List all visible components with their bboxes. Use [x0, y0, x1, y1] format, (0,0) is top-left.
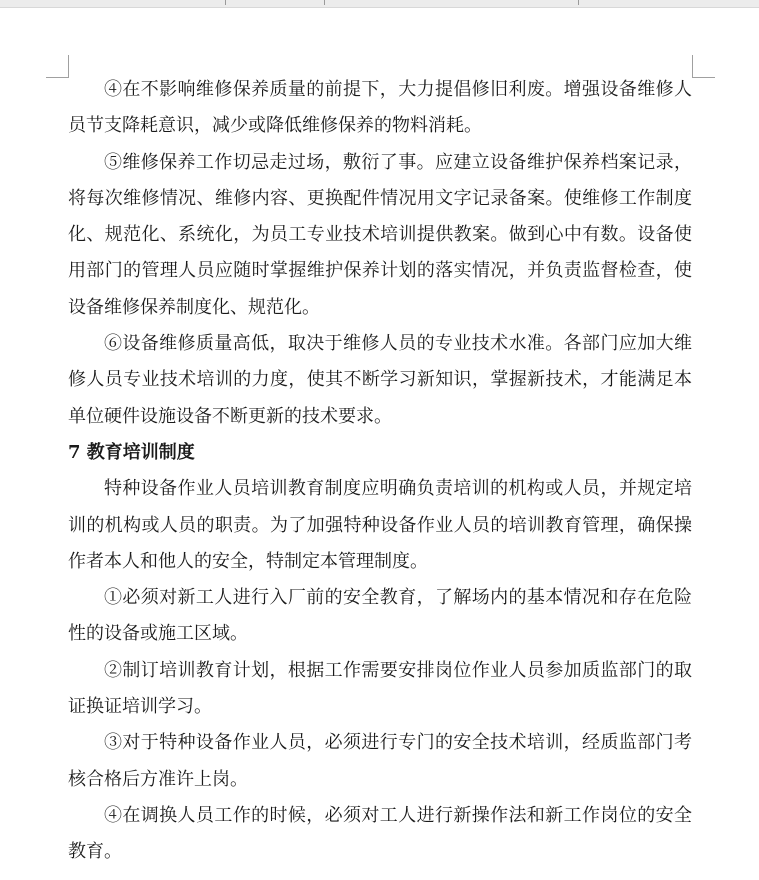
ruler-tick	[324, 0, 325, 5]
paragraph-training-2: ②制订培训教育计划，根据工作需要安排岗位作业人员参加质监部门的取证换证培训学习。	[68, 659, 692, 718]
paragraph-maintenance-6: ⑥设备维修质量高低，取决于维修人员的专业技术水准。各部门应加大维修人员专业技术培训的力度，使其不断学习新知识，掌握新技术，才能满足本单位硬件设施设备不断更新的技术要求。	[68, 333, 692, 427]
paragraph-training-intro: 特种设备作业人员培训教育制度应明确负责培训的机构或人员，并规定培训的机构或人员的职责。为了加强特种设备作业人员的培训教育管理，确保操作者本人和他人的安全，特制定本管理制度。	[68, 478, 692, 572]
paragraph-maintenance-4: ④在不影响维修保养质量的前提下，大力提倡修旧利废。增强设备维修人员节支降耗意识，减少或降低维修保养的物料消耗。	[68, 79, 692, 137]
paragraph-maintenance-5: ⑤维修保养工作切忌走过场，敷衍了事。应建立设备维护保养档案记录，将每次维修情况、维修内容、更换配件情况用文字记录备案。使维修工作制度化、规范化、系统化，为员工专业技术培训提供教案。做到心中有数。设备使用部门的管理人员应随时掌握维护保养计划的落实情况，并负责监督检查，使设备维修保养制度化、规范化。	[68, 151, 692, 318]
document-body[interactable]	[68, 72, 692, 871]
paragraph-training-3: ③对于特种设备作业人员，必须进行专门的安全技术培训，经质监部门考核合格后方准许上岗。	[68, 732, 692, 790]
paragraph-training-4: ④在调换人员工作的时候，必须对工人进行新操作法和新工作岗位的安全教育。	[68, 804, 692, 863]
ruler-strip	[0, 0, 759, 8]
ruler-tick	[578, 0, 579, 5]
paragraph-training-1: ①必须对新工人进行入厂前的安全教育，了解场内的基本情况和存在危险性的设备或施工区域。	[68, 587, 692, 645]
margin-corner-top-left	[46, 55, 69, 78]
margin-corner-top-right	[692, 55, 715, 78]
ruler-tick	[225, 0, 226, 5]
section-heading-training: 7 教育培训制度	[68, 441, 195, 463]
